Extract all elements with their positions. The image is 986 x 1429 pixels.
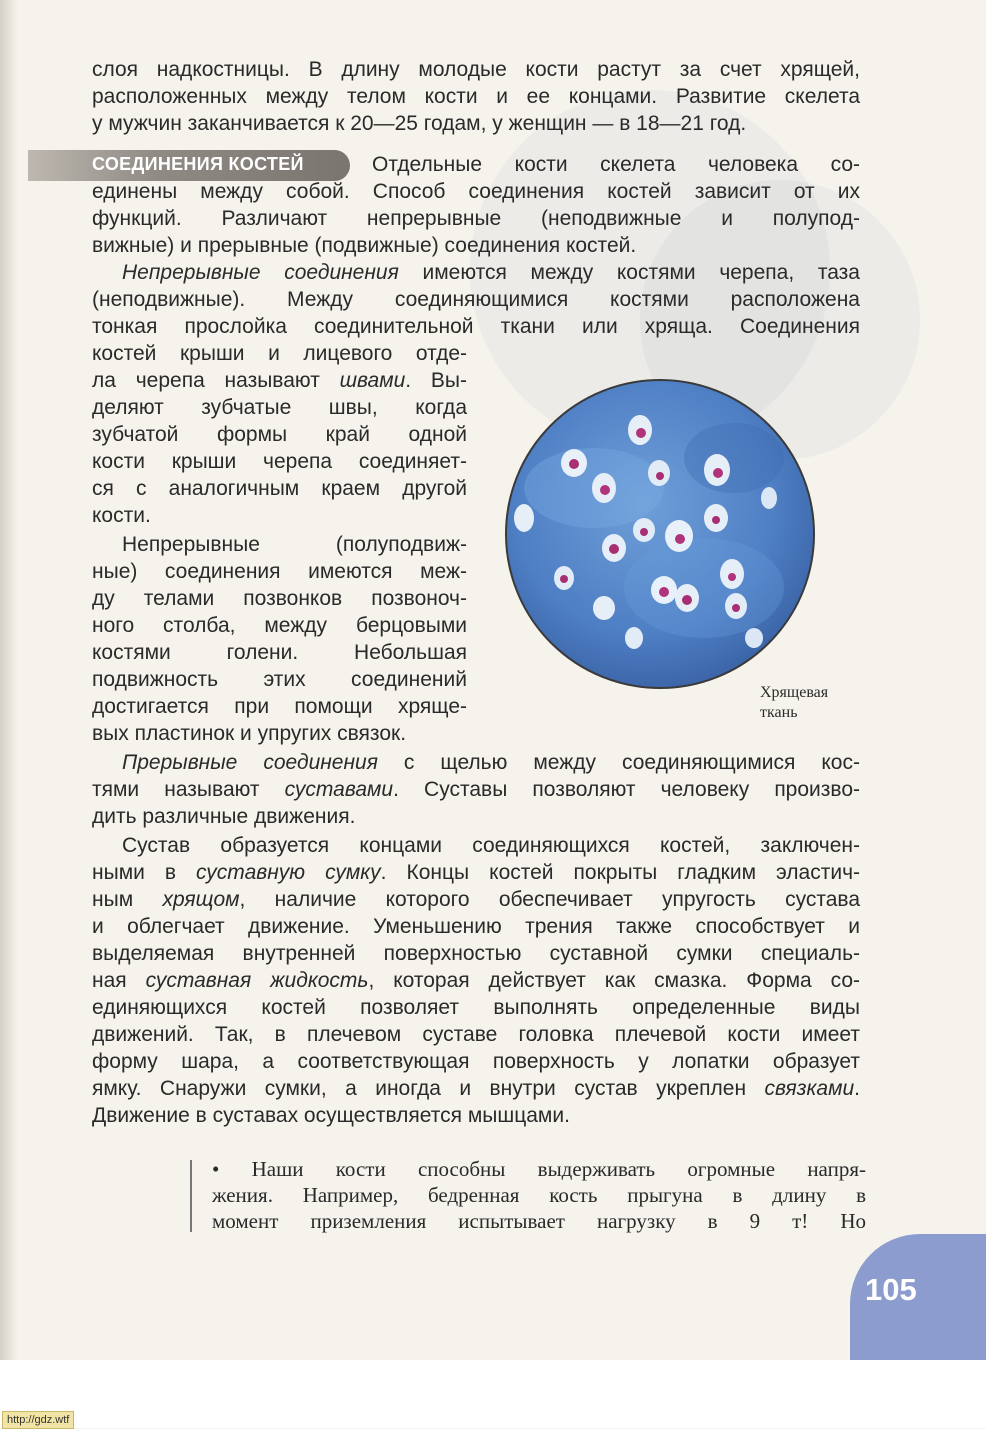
text-line: расположенных между телом кости и ее концами. Развитие скелета <box>92 85 860 108</box>
cartilage-tissue-image <box>504 378 816 690</box>
cartilage-micrograph <box>504 378 816 690</box>
text-line: ду телами позвонков позвоноч- <box>92 587 467 610</box>
text-line: ные) соединения имеются меж- <box>92 560 467 583</box>
note-line: • Наши кости способны выдерживать огромные напря- <box>212 1157 866 1181</box>
text-line: тями называют суставами. Суставы позволяют человеку произво- <box>92 778 860 801</box>
term-sutures: швами <box>339 369 406 392</box>
text-line: ным хрящом, наличие которого обеспечивает упругость сустава <box>92 888 860 911</box>
text-line: подвижность этих соединений <box>92 668 467 691</box>
caption-line: Хрящевая <box>760 684 829 701</box>
text-line: Отдельные кости скелета человека со- <box>372 153 860 176</box>
note-line: жения. Например, бедренная кость прыгуна в длину в <box>212 1183 866 1207</box>
text-line: Сустав образуется концами соединяющихся костей, заключен- <box>122 834 860 857</box>
text-line: тонкая прослойка соединительной ткани или хряща. Соединения <box>92 315 860 338</box>
term-continuous-joints: Непрерывные соединения <box>122 261 399 284</box>
text-line: ямку. Снаружи сумки, а иногда и внутри сустав укреплен связками. <box>92 1077 860 1100</box>
page-bottom-margin <box>0 1360 986 1428</box>
text-line: Непрерывные соединения имеются между костями черепа, таза <box>122 261 860 284</box>
page-number: 105 <box>865 1272 917 1307</box>
text-line: Прерывные соединения с щелью между соединяющимися кос- <box>122 751 860 774</box>
text-line: ся с аналогичным краем другой <box>92 477 467 500</box>
figure-caption <box>760 683 890 723</box>
text-line: кости крыши черепа соединяет- <box>92 450 467 473</box>
text-line: ного столба, между берцовыми <box>92 614 467 637</box>
text-line: зубчатой формы край одной <box>92 423 467 446</box>
caption-line: ткань <box>760 704 798 721</box>
term-ligaments: связками <box>764 1077 855 1100</box>
text-line: и облегчает движение. Уменьшению трения также способствует и <box>92 915 860 938</box>
term-cartilage: хрящом <box>162 888 240 911</box>
note-line: момент приземления испытывает нагрузку в 9 т! Но <box>212 1209 866 1233</box>
text-line: (неподвижные). Между соединяющимися костями расположена <box>92 288 860 311</box>
text-line: слоя надкостницы. В длину молодые кости растут за счет хрящей, <box>92 58 860 81</box>
note-margin-bar <box>190 1160 192 1232</box>
text-line: функций. Различают непрерывные (неподвижные и полупод- <box>92 207 860 230</box>
text-line: достигается при помощи хряще- <box>92 695 467 718</box>
text-line: ла черепа называют швами. Вы- <box>92 369 467 392</box>
text-line: деляют зубчатые швы, когда <box>92 396 467 419</box>
page-edge-shadow <box>0 0 18 1360</box>
text-line: дить различные движения. <box>92 805 356 828</box>
text-line: Непрерывные (полуподвиж- <box>122 533 467 556</box>
text-line: выделяемая внутренней поверхностью суставной сумки специаль- <box>92 942 860 965</box>
section-heading: СОЕДИНЕНИЯ КОСТЕЙ <box>92 154 304 174</box>
text-line: у мужчин заканчивается к 20—25 годам, у женщин — в 18—21 год. <box>92 112 747 135</box>
term-discontinuous-joints: Прерывные соединения <box>122 751 378 774</box>
text-line: костей крыши и лицевого отде- <box>92 342 467 365</box>
term-joint-capsule: суставную сумку <box>196 861 381 884</box>
text-line: ными в суставную сумку. Концы костей покрыты гладким эластич- <box>92 861 861 884</box>
text-line: вых пластинок и упругих связок. <box>92 722 407 745</box>
watermark-link[interactable]: http://gdz.wtf <box>2 1411 74 1429</box>
text-line: костями голени. Небольшая <box>92 641 467 664</box>
text-line: единены между собой. Способ соединения костей зависит от их <box>92 180 860 203</box>
text-line: единяющихся костей позволяет выполнять определенные виды <box>92 996 860 1019</box>
text-line: кости. <box>92 504 151 527</box>
term-synovial-fluid: суставная жидкость <box>145 969 369 992</box>
term-joints: суставами <box>284 778 394 801</box>
text-line: вижные) и прерывные (подвижные) соединения костей. <box>92 234 637 257</box>
text-line: Движение в суставах осуществляется мышцами. <box>92 1104 570 1127</box>
text-line: форму шара, а соответствующая поверхность у лопатки образует <box>92 1050 860 1073</box>
text-line: движений. Так, в плечевом суставе головка плечевой кости имеет <box>92 1023 860 1046</box>
text-line: ная суставная жидкость, которая действует как смазка. Форма со- <box>92 969 861 992</box>
